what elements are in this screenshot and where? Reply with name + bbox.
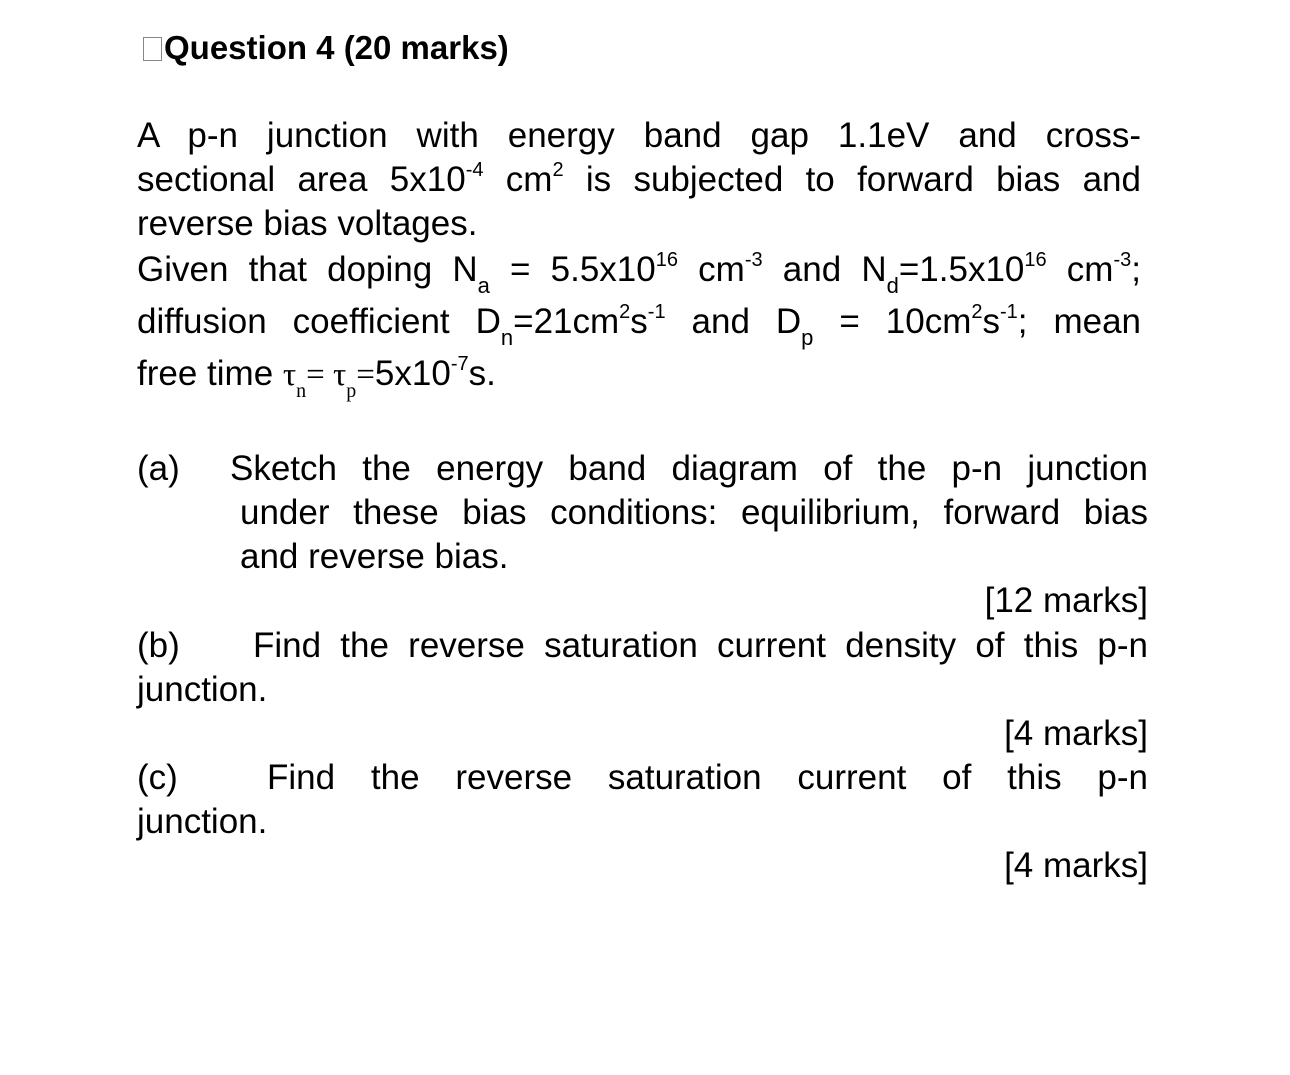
question-title-text: Question 4 (20 marks): [164, 29, 509, 66]
intro-line-2: sectional area $5x10^{-4}$ $cm^2$ is subjected to forward bias and: [137, 159, 1141, 199]
part-c-marks: [4 marks]: [1004, 846, 1148, 885]
part-a-line-3: and reverse bias.: [240, 537, 509, 576]
free-time-line: free time $\tau_n= \tau_p=5x10^{-7}s$.: [137, 353, 496, 402]
intro-line-3: reverse bias voltages.: [137, 204, 478, 243]
diffusion-coefficient-line: diffusion coefficient $D_n=21cm^2s^{-1}$ and $D_p = 10cm^2s^{-1}$; mean: [137, 301, 1142, 350]
part-a-line-2: under these bias conditions: equilibrium, forward bias: [240, 493, 1148, 532]
part-a-line-1: Sketch the energy band diagram of the p-n junction: [230, 449, 1148, 488]
part-b-label: (b): [137, 626, 180, 665]
part-c-line-1: Find the reverse saturation current of this p-n: [267, 758, 1148, 797]
part-c-label: (c): [137, 758, 178, 797]
checkbox-glyph-icon: [143, 37, 162, 61]
part-b-line-1: Find the reverse saturation current density of this p-n: [253, 626, 1148, 665]
part-b-marks: [4 marks]: [1004, 714, 1148, 753]
question-title: [143, 26, 509, 70]
intro-line-1: A p-n junction with energy band gap 1.1eV and cross-: [137, 116, 1141, 155]
part-a-label: (a): [137, 449, 180, 488]
part-b-line-2: junction.: [137, 670, 268, 709]
part-c-line-2: junction.: [137, 802, 268, 841]
given-doping-line: Given that doping $N_a = 5.5x10^{16}$ $cm^{-3}$ and $N_d=1.5x10^{16}$ $cm^{-3}$;: [137, 249, 1141, 298]
part-a-marks: [12 marks]: [984, 581, 1148, 620]
